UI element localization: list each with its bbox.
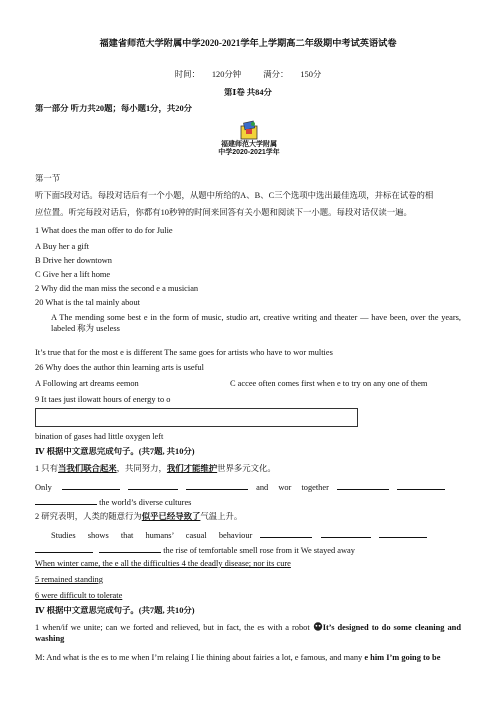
blank-2c[interactable] bbox=[379, 529, 427, 538]
logo-line-2: 中学2020-2021学年 bbox=[218, 149, 280, 157]
passage-b: It’s true that for the most e is different The same goes for artists who have to wor multies bbox=[35, 348, 333, 357]
sentence-1-underline-2: 我们才能维护 bbox=[166, 464, 218, 473]
question-2: 2 Why did the man miss the second e a musician bbox=[35, 284, 199, 293]
logo-line-1: 福建师范大学附属 bbox=[221, 141, 277, 148]
sentence-1-prefix: 1 只有 bbox=[35, 464, 59, 473]
underlined-line-1: When winter came, the e all the difficulties 4 the deadly disease; nor its cure bbox=[35, 559, 291, 568]
question-26-option-a: A Following art dreams eemon bbox=[35, 379, 139, 388]
dialogue-line-1-text: 1 when/if we unite; can we forted and relieved, but in fact, the es with a robot bbox=[35, 623, 313, 632]
question-26: 26 Why does the author thin learning arts is useful bbox=[35, 363, 204, 372]
sentence-1-en-and: and bbox=[256, 483, 269, 492]
passage-a: A The mending some best e in the form of music, studio art, creative writing and theater — have been, over the years, labeled 称为 useless bbox=[51, 313, 461, 333]
question-26-option-c: C accee often comes first when e to try on any one of them bbox=[230, 379, 428, 388]
exam-meta bbox=[0, 70, 496, 81]
blank-1f[interactable] bbox=[35, 496, 97, 505]
school-logo-text bbox=[214, 141, 284, 157]
blank-1c[interactable] bbox=[186, 481, 248, 490]
instruction-line-2: 应位置。听完每段对话后，你都有10秒钟的时间来回答有关小题和阅读下一小题。每段对话仅读一遍。 bbox=[35, 208, 412, 217]
sentence-1-mid: ，共同努力， bbox=[116, 464, 167, 473]
answer-box[interactable] bbox=[35, 408, 358, 427]
question-1: 1 What does the man offer to do for Julie bbox=[35, 226, 173, 235]
sentence-1-english-cont bbox=[35, 496, 461, 509]
sentence-2-en-word-6: behaviour bbox=[218, 531, 253, 540]
sentence-2-en-word-2: shows bbox=[87, 531, 109, 540]
part1-title: 第一部分 听力共20题；每小题1分，共20分 bbox=[35, 104, 193, 113]
blank-1a[interactable] bbox=[62, 481, 120, 490]
question-1-option-b: B Drive her downtown bbox=[35, 256, 112, 265]
sentence-2-english bbox=[35, 529, 461, 542]
dialogue-line-1 bbox=[35, 622, 461, 644]
question-1-option-a: A Buy her a gift bbox=[35, 242, 89, 251]
sentence-1-underline-1: 当我们联合起来 bbox=[58, 464, 117, 473]
sentence-2-en-word-3: that bbox=[120, 531, 134, 540]
score-label: 满分： bbox=[263, 70, 289, 79]
section-label: 第一节 bbox=[35, 174, 61, 183]
question-9: 9 It taes just ilowatt hours of energy to o bbox=[35, 395, 171, 404]
section-iv-title-2: Ⅳ 根据中文意思完成句子。(共7题, 共10分) bbox=[35, 606, 195, 615]
blank-2b[interactable] bbox=[321, 529, 371, 538]
sentence-1-en-only: Only bbox=[35, 483, 52, 492]
school-logo bbox=[214, 120, 284, 162]
dialogue-line-2-text: M: And what is the es to me when I’m relaing I lie thining about fairies a lot, e famous, and many bbox=[35, 653, 365, 662]
time-label: 时间： bbox=[174, 70, 200, 79]
sentence-2-chinese bbox=[35, 512, 461, 523]
section-iv-title: Ⅳ 根据中文意思完成句子。(共7题, 共10分) bbox=[35, 447, 195, 456]
instruction-line-1: 听下面5段对话。每段对话后有一个小题，从题中所给的A、B、C三个选项中选出最佳选项，并标在试卷的相 bbox=[35, 191, 434, 200]
passage-continuation: bination of gases had little oxygen left bbox=[35, 432, 164, 441]
sentence-2-underline: 似乎已经导致了 bbox=[141, 512, 201, 521]
sentence-2-en-word-5: casual bbox=[185, 531, 207, 540]
sentence-1-english bbox=[35, 481, 461, 494]
sentence-2-suffix: 气温上升。 bbox=[200, 512, 243, 521]
underlined-line-3: 6 were difficult to tolerate bbox=[35, 591, 123, 600]
sentence-1-en-end: the world’s diverse cultures bbox=[99, 498, 192, 507]
dialogue-line-2-bold: e him I’m going to be bbox=[364, 653, 441, 662]
question-1-option-c: C Give her a lift home bbox=[35, 270, 111, 279]
exam-title: 福建省师范大学附属中学2020-2021学年上学期高二年级期中考试英语试卷 bbox=[99, 38, 397, 48]
sentence-2-en-end: the rise of temfortable smell rose from it We stayed away bbox=[163, 546, 355, 555]
robot-icon bbox=[313, 622, 323, 631]
blank-1d[interactable] bbox=[337, 481, 389, 490]
blank-2d[interactable] bbox=[35, 544, 93, 553]
sentence-2-prefix: 2 研究表明，人类的随意行为 bbox=[35, 512, 142, 521]
sentence-2-en-word-1: Studies bbox=[51, 531, 76, 540]
sentence-1-suffix: 世界多元文化。 bbox=[217, 464, 276, 473]
sentence-1-en-together: together bbox=[301, 483, 329, 492]
dialogue-line-1-bold: It’s designed to do some cleaning and washing bbox=[35, 623, 461, 643]
question-26-options bbox=[35, 379, 461, 390]
sentence-1-chinese bbox=[35, 464, 461, 475]
time-value: 120分钟 bbox=[211, 70, 242, 79]
underlined-line-2: 5 remained standing bbox=[35, 575, 103, 584]
blank-1b[interactable] bbox=[128, 481, 178, 490]
sentence-2-en-word-4: humans’ bbox=[145, 531, 174, 540]
score-value: 150分 bbox=[300, 70, 322, 79]
school-logo-icon bbox=[238, 120, 260, 140]
sentence-1-en-wor: wor bbox=[278, 483, 292, 492]
volume-title: 第Ⅰ卷 共84分 bbox=[224, 88, 272, 97]
blank-1e[interactable] bbox=[397, 481, 445, 490]
sentence-2-english-cont bbox=[35, 544, 461, 557]
blank-2e[interactable] bbox=[99, 544, 161, 553]
dialogue-line-2 bbox=[35, 653, 461, 664]
question-20: 20 What is the tal mainly about bbox=[35, 298, 140, 307]
blank-2a[interactable] bbox=[260, 529, 312, 538]
